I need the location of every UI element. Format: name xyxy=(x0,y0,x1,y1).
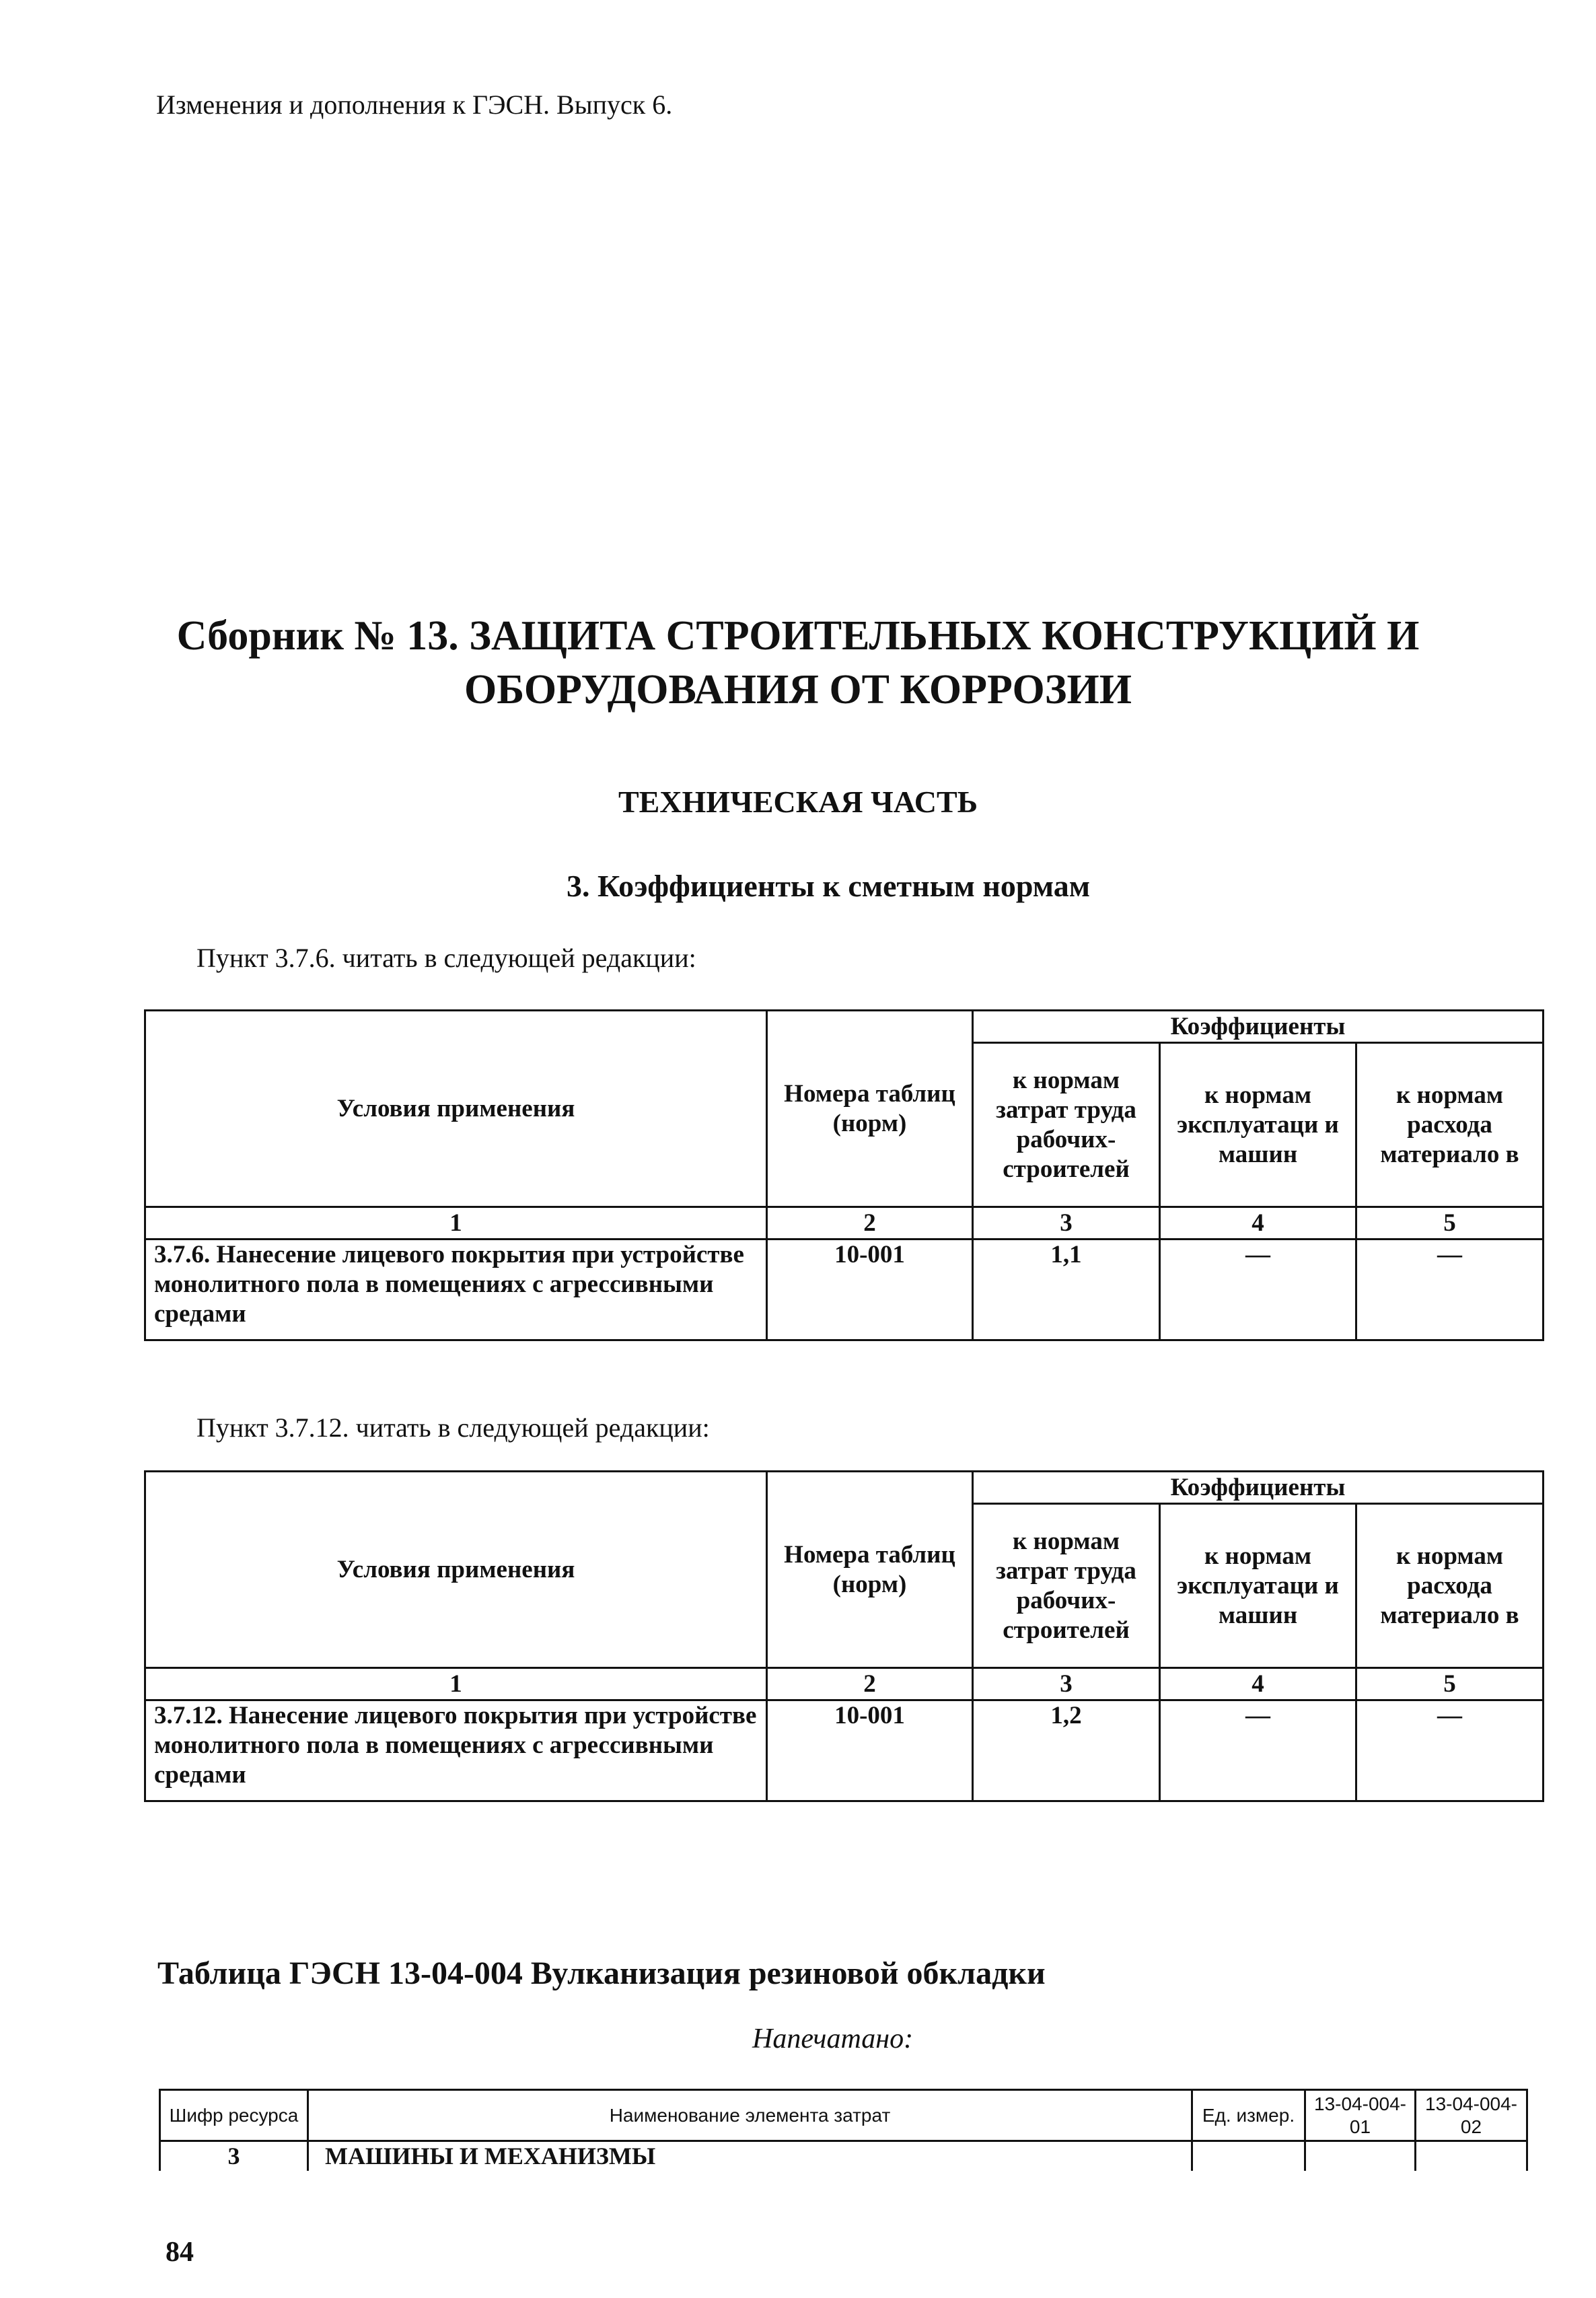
header-machines: к нормам эксплуатаци и машин xyxy=(1160,1043,1356,1207)
header-labor: к нормам затрат труда рабочих-строителей xyxy=(973,1504,1160,1668)
page-number: 84 xyxy=(166,2237,194,2268)
header-cost-element: Наименование элемента затрат xyxy=(308,2090,1192,2141)
coefficients-table xyxy=(144,1470,1544,1802)
row-norm-2 xyxy=(1416,2141,1527,2171)
header-norm-1: 13-04-004-01 xyxy=(1305,2090,1416,2141)
row-machines: — xyxy=(1160,1240,1356,1340)
part-heading: ТЕХНИЧЕСКАЯ ЧАСТЬ xyxy=(618,785,978,819)
collection-title xyxy=(0,609,1596,717)
row-unit xyxy=(1192,2141,1305,2171)
row-condition: 3.7.6. Нанесение лицевого покрытия при устройстве монолитного пола в помещениях с агрессивными средами xyxy=(145,1240,767,1340)
col-number: 5 xyxy=(1356,1207,1544,1240)
header-materials: к нормам расхода материало в xyxy=(1356,1043,1544,1207)
row-resource-code: 3 xyxy=(160,2141,308,2171)
row-labor: 1,2 xyxy=(973,1700,1160,1801)
row-machines: — xyxy=(1160,1700,1356,1801)
col-number: 4 xyxy=(1160,1668,1356,1700)
col-number: 2 xyxy=(767,1207,973,1240)
header-machines: к нормам эксплуатаци и машин xyxy=(1160,1504,1356,1668)
row-condition: 3.7.12. Нанесение лицевого покрытия при устройстве монолитного пола в помещениях с агрессивными средами xyxy=(145,1700,767,1801)
header-coefficients: Коэффициенты xyxy=(973,1472,1544,1504)
section-heading: 3. Коэффициенты к сметным нормам xyxy=(567,869,1091,903)
col-number: 4 xyxy=(1160,1207,1356,1240)
intro-text: Пункт 3.7.12. читать в следующей редакции: xyxy=(196,1412,710,1443)
row-resource-name: МАШИНЫ И МЕХАНИЗМЫ xyxy=(308,2141,1192,2171)
coefficients-table xyxy=(144,1009,1544,1341)
intro-text: Пункт 3.7.6. читать в следующей редакции: xyxy=(196,943,696,973)
header-materials: к нормам расхода материало в xyxy=(1356,1504,1544,1668)
row-table-no: 10-001 xyxy=(767,1700,973,1801)
header-coefficients: Коэффициенты xyxy=(973,1011,1544,1043)
running-header: Изменения и дополнения к ГЭСН. Выпуск 6. xyxy=(156,89,673,120)
header-resource-code: Шифр ресурса xyxy=(160,2090,308,2141)
title-line-2: ОБОРУДОВАНИЯ ОТ КОРРОЗИИ xyxy=(464,667,1132,713)
col-number: 1 xyxy=(145,1668,767,1700)
row-materials: — xyxy=(1356,1700,1544,1801)
row-norm-1 xyxy=(1305,2141,1416,2171)
header-unit: Ед. измер. xyxy=(1192,2090,1305,2141)
header-table-numbers: Номера таблиц (норм) xyxy=(767,1011,973,1207)
header-conditions: Условия применения xyxy=(145,1472,767,1668)
col-number: 2 xyxy=(767,1668,973,1700)
col-number: 3 xyxy=(973,1207,1160,1240)
row-labor: 1,1 xyxy=(973,1240,1160,1340)
row-materials: — xyxy=(1356,1240,1544,1340)
row-table-no: 10-001 xyxy=(767,1240,973,1340)
header-labor: к нормам затрат труда рабочих-строителей xyxy=(973,1043,1160,1207)
col-number: 5 xyxy=(1356,1668,1544,1700)
gesn-table-title: Таблица ГЭСН 13-04-004 Вулканизация резиновой обкладки xyxy=(157,1955,1046,1991)
resources-table xyxy=(159,2089,1528,2171)
col-number: 1 xyxy=(145,1207,767,1240)
header-norm-2: 13-04-004-02 xyxy=(1416,2090,1527,2141)
header-table-numbers: Номера таблиц (норм) xyxy=(767,1472,973,1668)
printed-note: Напечатано: xyxy=(752,2023,914,2054)
header-conditions: Условия применения xyxy=(145,1011,767,1207)
col-number: 3 xyxy=(973,1668,1160,1700)
title-line-1: Сборник № 13. ЗАЩИТА СТРОИТЕЛЬНЫХ КОНСТРУКЦИЙ И xyxy=(176,613,1420,659)
